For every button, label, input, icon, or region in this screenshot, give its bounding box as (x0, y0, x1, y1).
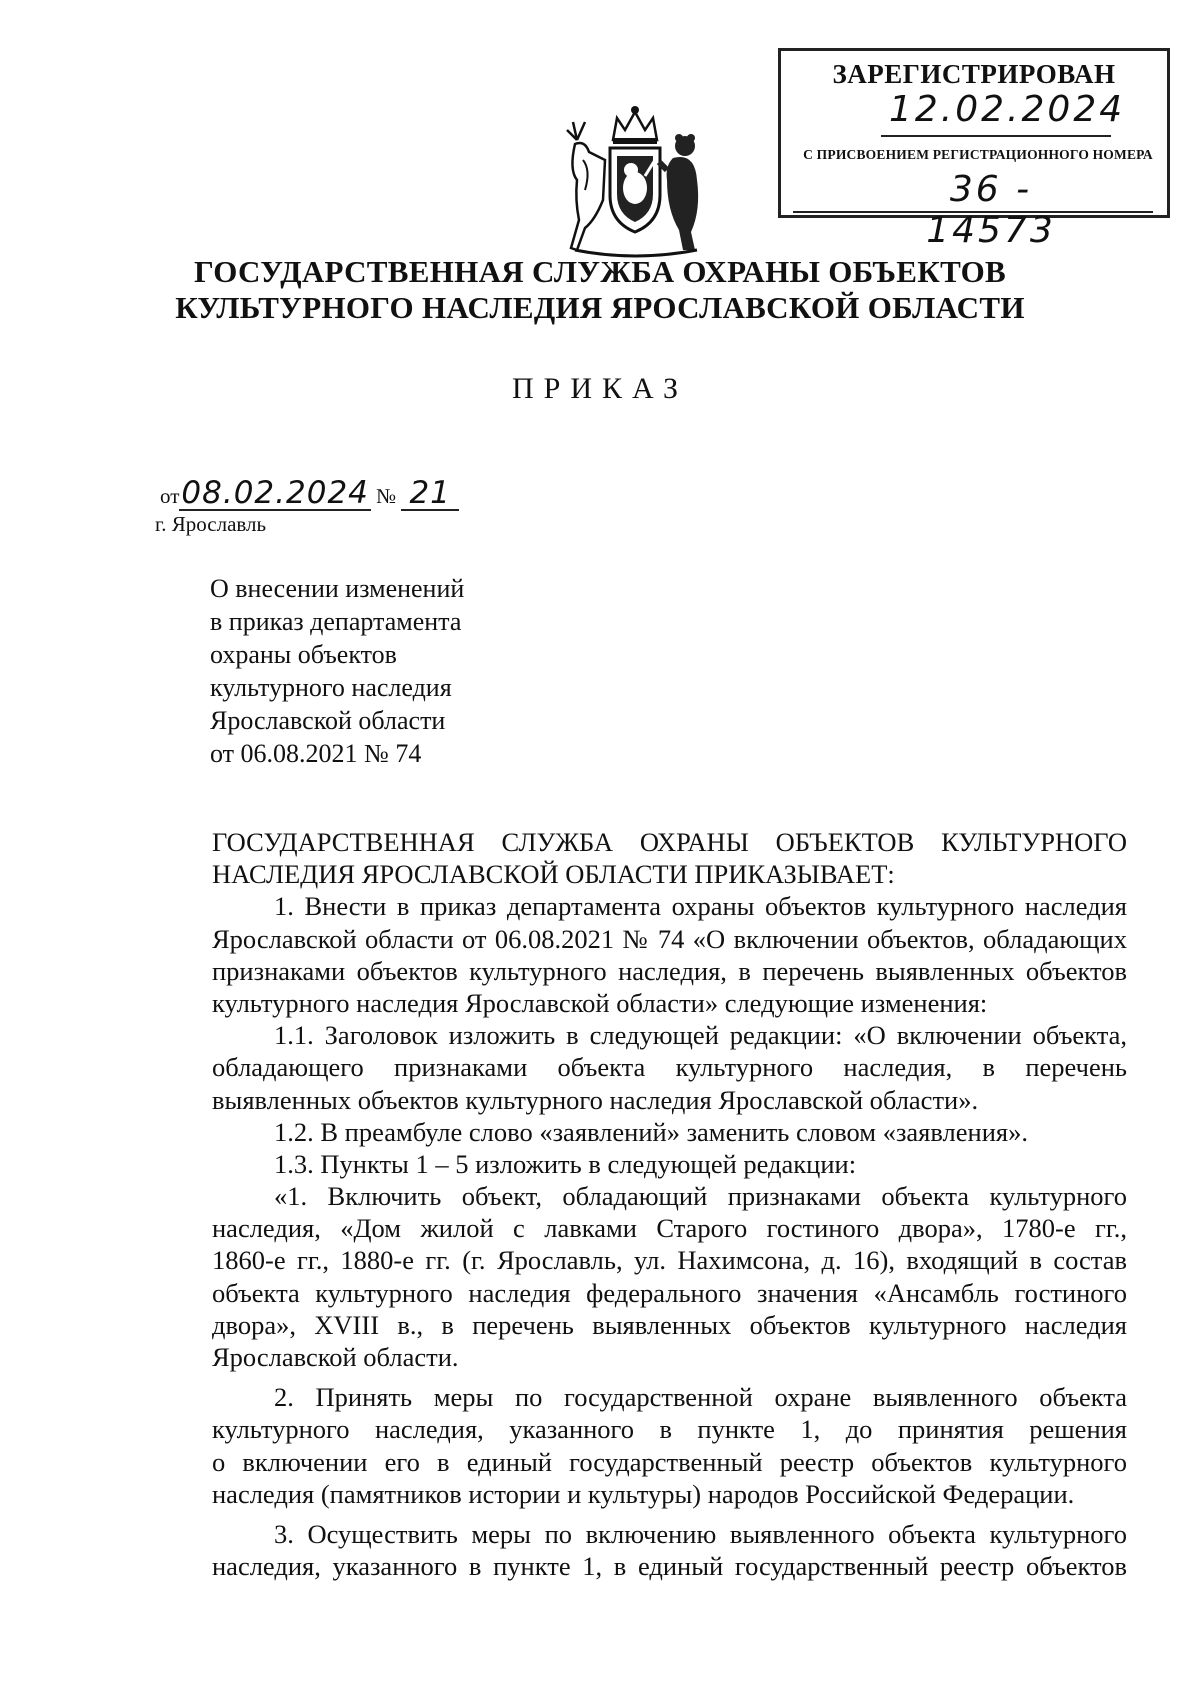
body-line: 1.3. Пункты 1 – 5 изложить в следующей редакции: (274, 1148, 857, 1179)
body-line: признаками объектов культурного наследия, в перечень выявленных объектов (212, 955, 1127, 986)
stamp-number-line (793, 211, 1153, 213)
subject-line: Ярославской области (210, 706, 446, 735)
body-line: Ярославской области от 06.08.2021 № 74 «О включении объектов, обладающих (212, 923, 1127, 954)
subject-line: культурного наследия (210, 673, 452, 702)
body-line: 1.2. В преамбуле слово «заявлений» заменить словом «заявления». (274, 1116, 1028, 1147)
body-line: 1.1. Заголовок изложить в следующей редакции: «О включении объекта, (274, 1020, 1127, 1051)
coat-of-arms-icon (555, 100, 715, 260)
order-body (212, 826, 1127, 1582)
body-line: 2. Принять меры по государственной охране выявленного объекта (274, 1382, 1127, 1413)
body-line: 1860-е гг., 1880-е гг. (г. Ярославль, ул. Нахимсона, д. 16), входящий в состав (212, 1245, 1127, 1276)
stamp-title: ЗАРЕГИСТРИРОВАН (832, 59, 1116, 89)
organization-name-line1: ГОСУДАРСТВЕННАЯ СЛУЖБА ОХРАНЫ ОБЪЕКТОВ (193, 254, 1007, 289)
body-line: культурного наследия Ярославской области» следующие изменения: (212, 987, 988, 1018)
body-line: о включении его в единый государственный реестр объектов культурного (212, 1446, 1127, 1477)
body-line: культурного наследия, указанного в пункте 1, до принятия решения (212, 1414, 1127, 1445)
stamp-subtitle: С ПРИСВОЕНИЕМ РЕГИСТРАЦИОННОГО НОМЕРА (803, 147, 1153, 162)
body-line: «1. Включить объект, обладающий признаками объекта культурного (274, 1181, 1127, 1212)
order-from-label: от (160, 484, 180, 508)
order-number-label: № (376, 484, 397, 508)
body-line: выявленных объектов культурного наследия Ярославской области». (212, 1084, 979, 1115)
stamp-number: 36 - 14573 (926, 169, 1056, 251)
stamp-date-line (881, 135, 1111, 137)
stamp-date: 12.02.2024 (889, 89, 1126, 130)
body-line: наследия, «Дом жилой с лавками Старого гостиного двора», 1780-е гг., (212, 1213, 1127, 1244)
registration-stamp (778, 48, 1170, 251)
body-line: обладающего признаками объекта культурного наследия, в перечень (212, 1052, 1127, 1083)
document-type-title: ПРИКАЗ (512, 372, 688, 405)
order-subject (210, 572, 510, 770)
body-line: НАСЛЕДИЯ ЯРОСЛАВСКОЙ ОБЛАСТИ ПРИКАЗЫВАЕТ: (212, 859, 895, 890)
subject-line: от 06.08.2021 № 74 (210, 739, 422, 768)
body-line: наследия (памятников истории и культуры) народов Российской Федерации. (212, 1478, 1075, 1509)
subject-line: охраны объектов (210, 640, 397, 669)
body-line: наследия, указанного в пункте 1, в единый государственный реестр объектов (212, 1551, 1127, 1582)
body-line: двора», XVIII в., в перечень выявленных объектов культурного наследия (212, 1309, 1127, 1340)
body-line: 3. Осуществить меры по включению выявленного объекта культурного (274, 1518, 1127, 1549)
body-line: объекта культурного наследия федерального значения «Ансамбль гостиного (212, 1277, 1127, 1308)
order-date-number (160, 475, 459, 511)
body-line: Ярославской области. (212, 1342, 459, 1372)
order-city: г. Ярославль (155, 512, 267, 536)
organization-name-line2: КУЛЬТУРНОГО НАСЛЕДИЯ ЯРОСЛАВСКОЙ ОБЛАСТИ (175, 290, 1025, 325)
order-number: 21 (401, 478, 458, 511)
body-line: ГОСУДАРСТВЕННАЯ СЛУЖБА ОХРАНЫ ОБЪЕКТОВ КУЛЬТУРНОГО (212, 827, 1127, 857)
order-date: 08.02.2024 (181, 475, 369, 511)
subject-line: О внесении изменений (210, 574, 465, 603)
body-line: 1. Внести в приказ департамента охраны объектов культурного наследия (274, 891, 1127, 922)
subject-line: в приказ департамента (210, 607, 462, 636)
